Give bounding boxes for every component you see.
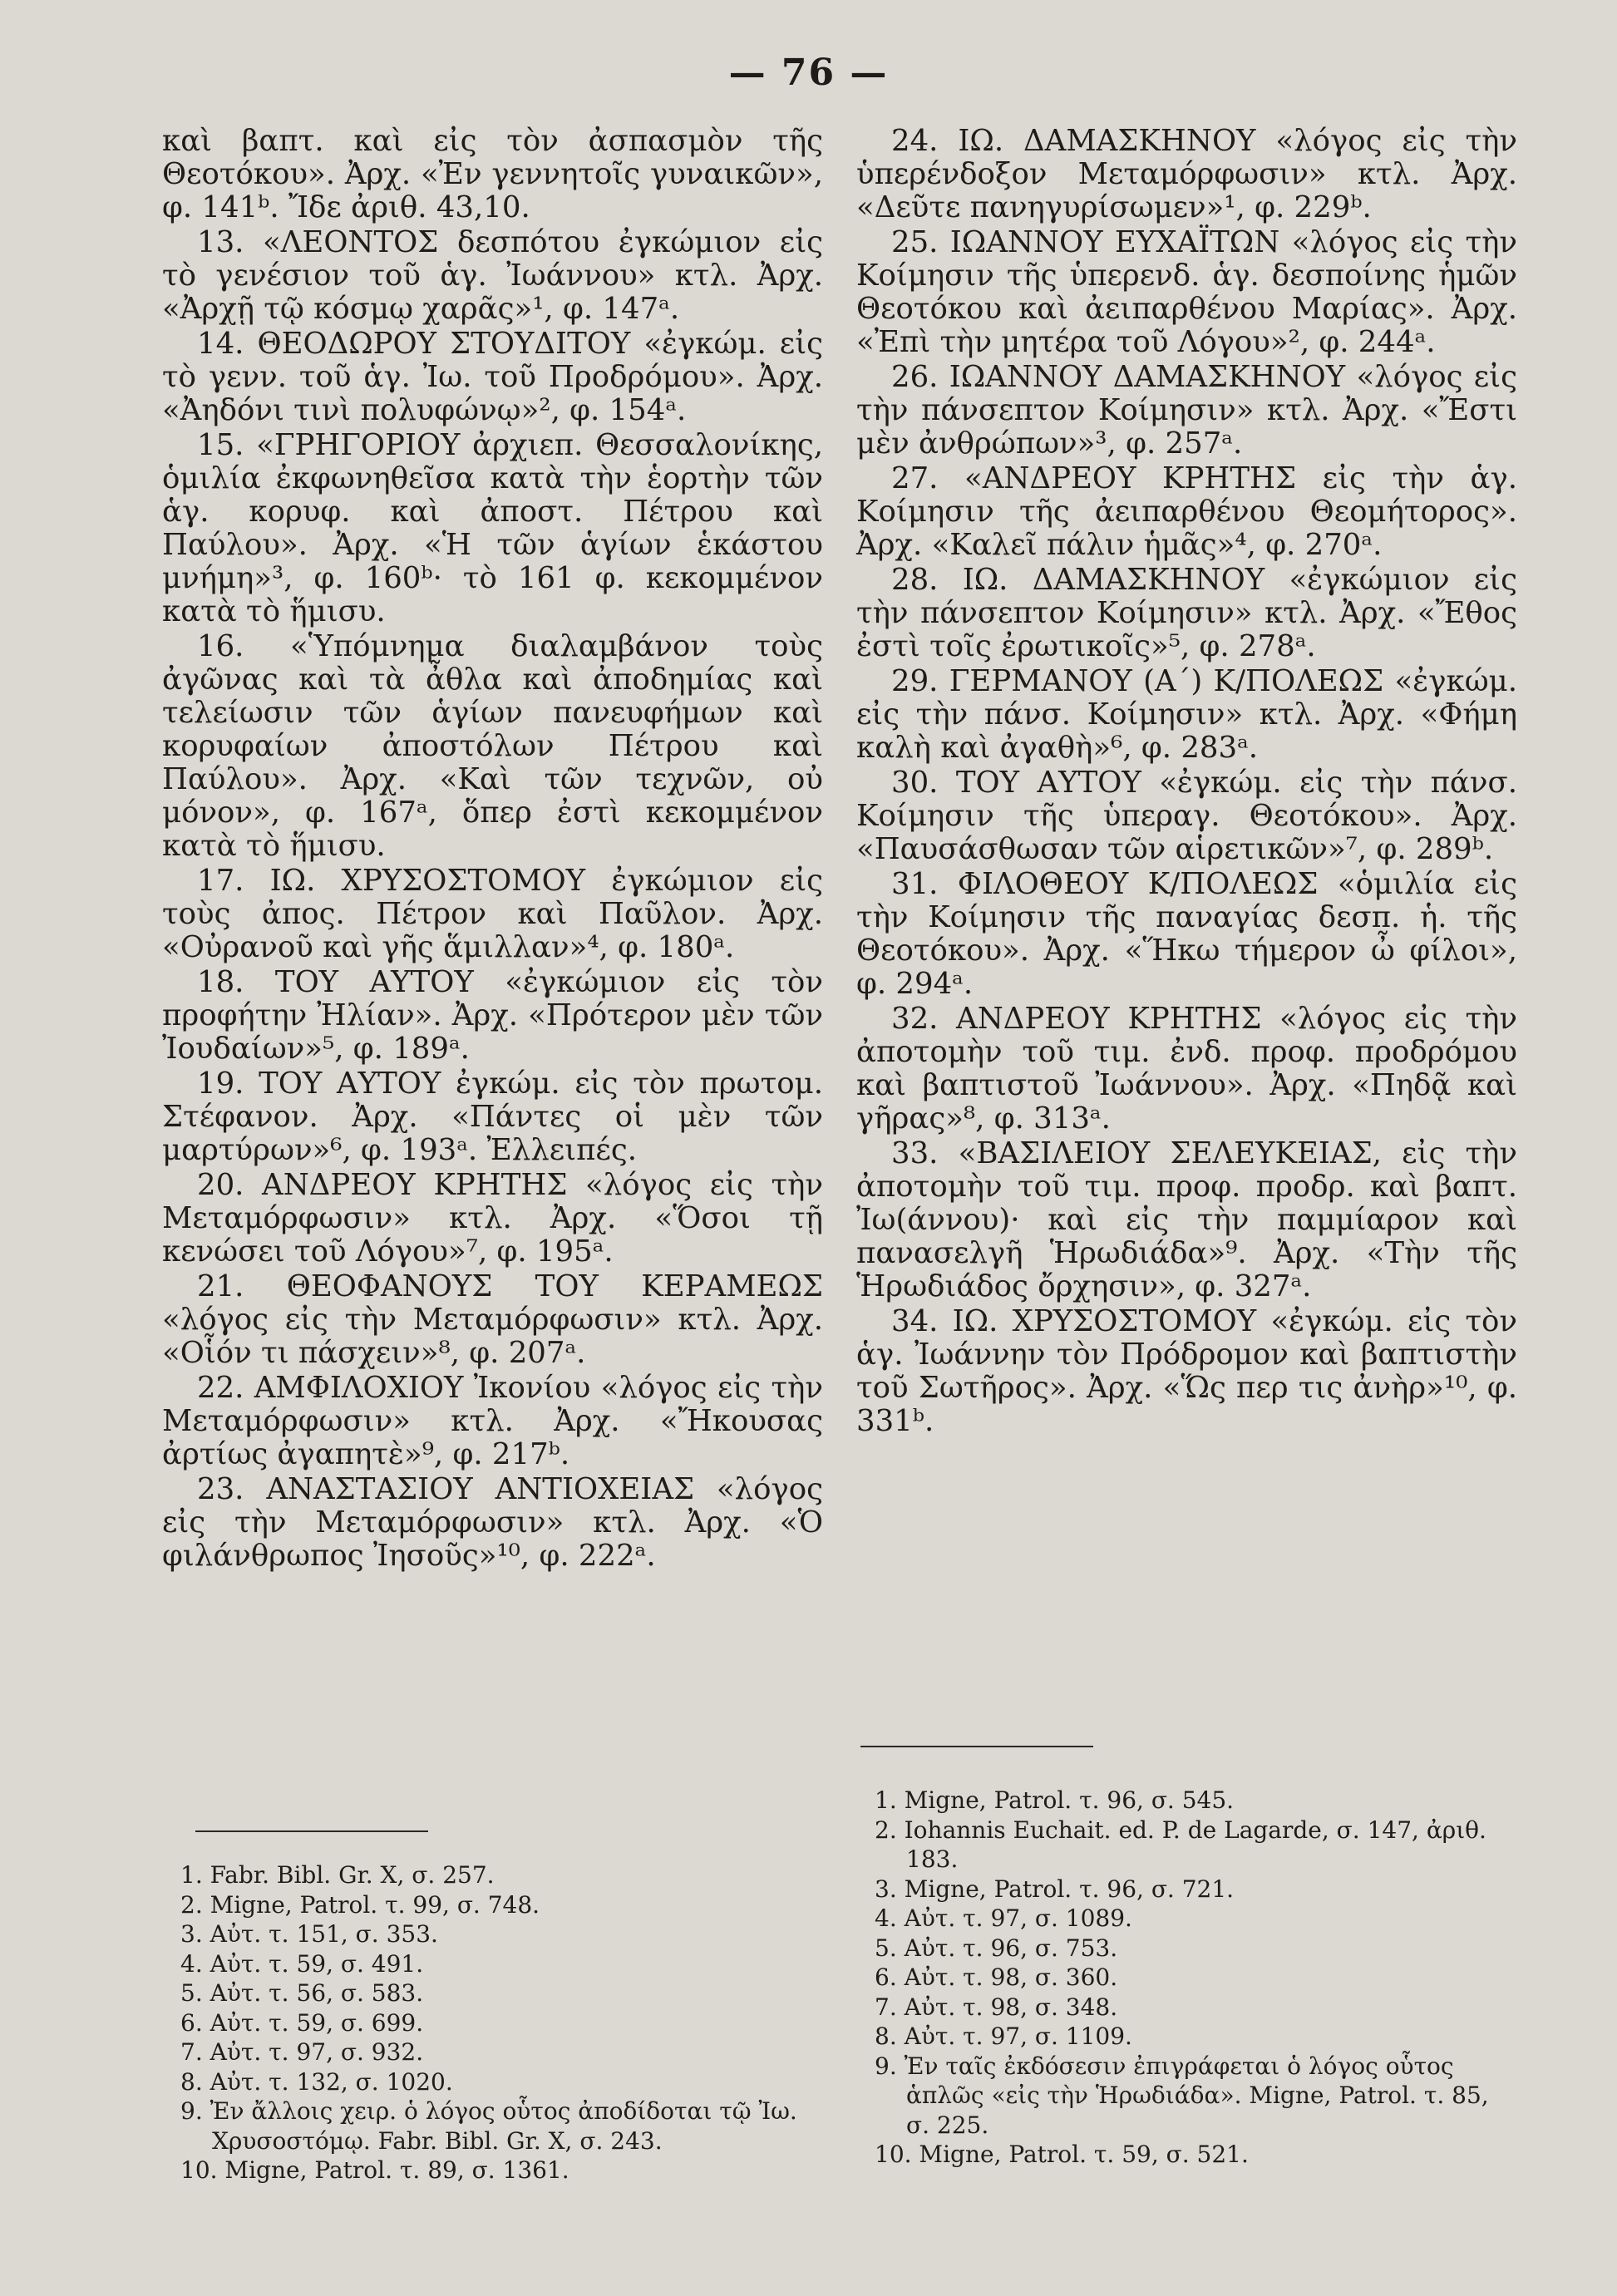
catalog-entry: 13. «ΛΕΟΝΤΟΣ δεσπότου ἐγκώμιον εἰς τὸ γενέσιον τοῦ ἁγ. Ἰωάννου» κτλ. Ἀρχ. «Ἀρχῇ τῷ κόσμῳ χαρᾶς»¹, φ. 147ᵃ. [162,225,823,326]
footnote: 8. Αὐτ. τ. 132, σ. 1020. [180,2067,453,2096]
footnote: 4. Αὐτ. τ. 97, σ. 1089. [875,1904,1132,1932]
catalog-entry: 17. ΙΩ. ΧΡΥΣΟΣΤΟΜΟΥ ἐγκώμιον εἰς τοὺς ἀπος. Πέτρον καὶ Παῦλον. Ἀρχ. «Οὐρανοῦ καὶ γῆς ἅμιλλαν»⁴, φ. 180ᵃ. [162,864,823,964]
footnote: 6. Αὐτ. τ. 98, σ. 360. [875,1963,1118,1991]
right-footnotes [856,1786,1517,2170]
footnote: 9. Ἐν ταῖς ἐκδόσεσιν ἐπιγράφεται ὁ λόγος οὗτος ἁπλῶς «εἰς τὴν Ἡρωδιάδα». Migne, Patrol. τ. 85, σ. 225. [875,2052,1489,2139]
catalog-entry: 31. ΦΙΛΟΘΕΟΥ Κ/ΠΟΛΕΩΣ «ὁμιλία εἰς τὴν Κοίμησιν τῆς παναγίας δεσπ. ἡ. τῆς Θεοτόκου». Ἀρχ. «Ἥκω τήμερον ὦ φίλοι», φ. 294ᵃ. [856,867,1517,1001]
footnote-divider [860,1746,1093,1747]
catalog-entry: καὶ βαπτ. καὶ εἰς τὸν ἀσπασμὸν τῆς Θεοτόκου». Ἀρχ. «Ἐν γεννητοῖς γυναικῶν», φ. 141ᵇ. Ἴδε ἀριθ. 43,10. [162,124,823,224]
left-footnotes [162,1860,811,2185]
catalog-entry: 22. ΑΜΦΙΛΟΧΙΟΥ Ἰκονίου «λόγος εἰς τὴν Μεταμόρφωσιν» κτλ. Ἀρχ. «Ἤκουσας ἀρτίως ἀγαπητὲ»⁹, φ. 217ᵇ. [162,1371,823,1471]
footnote: 5. Αὐτ. τ. 96, σ. 753. [875,1934,1118,1962]
right-column [856,125,1517,1440]
footnote: 5. Αὐτ. τ. 56, σ. 583. [180,1979,424,2007]
footnote: 3. Αὐτ. τ. 151, σ. 353. [180,1920,438,1948]
page-number: — 76 — [728,52,889,94]
catalog-entry: 19. ΤΟΥ ΑΥΤΟΥ ἐγκώμ. εἰς τὸν πρωτομ. Στέφανον. Ἀρχ. «Πάντες οἱ μὲν τῶν μαρτύρων»⁶, φ. 193ᵃ. Ἐλλειπές. [162,1067,823,1167]
footnote: 10. Migne, Patrol. τ. 89, σ. 1361. [180,2156,569,2184]
catalog-entry: 30. ΤΟΥ ΑΥΤΟΥ «ἐγκώμ. εἰς τὴν πάνσ. Κοίμησιν τῆς ὑπεραγ. Θεοτόκου». Ἀρχ. «Παυσάσθωσαν τῶν αἱρετικῶν»⁷, φ. 289ᵇ. [856,766,1517,866]
left-column [162,125,823,1574]
footnote-divider [195,1830,428,1832]
footnote: 2. Migne, Patrol. τ. 99, σ. 748. [180,1890,540,1919]
footnote: 8. Αὐτ. τ. 97, σ. 1109. [875,2023,1132,2050]
catalog-entry: 28. ΙΩ. ΔΑΜΑΣΚΗΝΟΥ «ἐγκώμιον εἰς τὴν πάνσεπτον Κοίμησιν» κτλ. Ἀρχ. «Ἔθος ἐστὶ τοῖς ἐρωτικοῖς»⁵, φ. 278ᵃ. [856,563,1517,663]
catalog-entry: 23. ΑΝΑΣΤΑΣΙΟΥ ΑΝΤΙΟΧΕΙΑΣ «λόγος εἰς τὴν Μεταμόρφωσιν» κτλ. Ἀρχ. «Ὁ φιλάνθρωπος Ἰησοῦς»¹⁰, φ. 222ᵃ. [162,1472,823,1573]
footnote: 1. Fabr. Bibl. Gr. X, σ. 257. [180,1861,495,1889]
catalog-entry: 15. «ΓΡΗΓΟΡΙΟΥ ἀρχιεπ. Θεσσαλονίκης, ὁμιλία ἐκφωνηθεῖσα κατὰ τὴν ἑορτὴν τῶν ἁγ. κορυφ. καὶ ἀποστ. Πέτρου καὶ Παύλου». Ἀρχ. «Ἡ τῶν ἁγίων ἑκάστου μνήμη»³, φ. 160ᵇ· τὸ 161 φ. κεκομμένον κατὰ τὸ ἥμισυ. [162,428,823,628]
catalog-entry: 20. ΑΝΔΡΕΟΥ ΚΡΗΤΗΣ «λόγος εἰς τὴν Μεταμόρφωσιν» κτλ. Ἀρχ. «Ὅσοι τῇ κενώσει τοῦ Λόγου»⁷, φ. 195ᵃ. [162,1168,823,1269]
footnote: 10. Migne, Patrol. τ. 59, σ. 521. [875,2141,1249,2168]
catalog-entry: 33. «ΒΑΣΙΛΕΙΟΥ ΣΕΛΕΥΚΕΙΑΣ, εἰς τὴν ἀποτομὴν τοῦ τιμ. προφ. προδρ. καὶ βαπτ. Ἰω(άννου)· καὶ εἰς τὴν παμμίαρον καὶ πανασελγῆ Ἡρωδιάδα»⁹. Ἀρχ. «Τὴν τῆς Ἡρωδιάδος ὄρχησιν», φ. 327ᵃ. [856,1136,1517,1303]
catalog-entry: 21. ΘΕΟΦΑΝΟΥΣ ΤΟΥ ΚΕΡΑΜΕΩΣ «λόγος εἰς τὴν Μεταμόρφωσιν» κτλ. Ἀρχ. «Οἷόν τι πάσχειν»⁸, φ. 207ᵃ. [162,1269,823,1370]
catalog-entry: 29. ΓΕΡΜΑΝΟΥ (Α΄) Κ/ΠΟΛΕΩΣ «ἐγκώμ. εἰς τὴν πάνσ. Κοίμησιν» κτλ. Ἀρχ. «Φήμη καλὴ καὶ ἀγαθὴ»⁶, φ. 283ᵃ. [856,664,1517,765]
footnote: 9. Ἐν ἄλλοις χειρ. ὁ λόγος οὗτος ἀποδίδοται τῷ Ἰω. Χρυσοστόμῳ. Fabr. Bibl. Gr. X, σ. 243. [180,2097,797,2155]
footnote: 7. Αὐτ. τ. 97, σ. 932. [180,2038,424,2066]
catalog-entry: 25. ΙΩΑΝΝΟΥ ΕΥΧΑΪΤΩΝ «λόγος εἰς τὴν Κοίμησιν τῆς ὑπερενδ. ἁγ. δεσποίνης ἡμῶν Θεοτόκου καὶ ἀειπαρθένου Μαρίας». Ἀρχ. «Ἐπὶ τὴν μητέρα τοῦ Λόγου»², φ. 244ᵃ. [856,225,1517,359]
footnote: 1. Migne, Patrol. τ. 96, σ. 545. [875,1786,1235,1814]
catalog-entry: 18. ΤΟΥ ΑΥΤΟΥ «ἐγκώμιον εἰς τὸν προφήτην Ἠλίαν». Ἀρχ. «Πρότερον μὲν τῶν Ἰουδαίων»⁵, φ. 189ᵃ. [162,965,823,1066]
catalog-entry: 24. ΙΩ. ΔΑΜΑΣΚΗΝΟΥ «λόγος εἰς τὴν ὑπερένδοξον Μεταμόρφωσιν» κτλ. Ἀρχ. «Δεῦτε πανηγυρίσωμεν»¹, φ. 229ᵇ. [856,124,1517,224]
footnote: 6. Αὐτ. τ. 59, σ. 699. [180,2008,424,2037]
catalog-entry: 34. ΙΩ. ΧΡΥΣΟΣΤΟΜΟΥ «ἐγκώμ. εἰς τὸν ἁγ. Ἰωάννην τὸν Πρόδρομον καὶ βαπτιστὴν τοῦ Σωτῆρος». Ἀρχ. «Ὥς περ τις ἀνὴρ»¹⁰, φ. 331ᵇ. [856,1304,1517,1438]
catalog-entry: 32. ΑΝΔΡΕΟΥ ΚΡΗΤΗΣ «λόγος εἰς τὴν ἀποτομὴν τοῦ τιμ. ἐνδ. προφ. προδρόμου καὶ βαπτιστοῦ Ἰωάννου». Ἀρχ. «Πηδᾷ καὶ γῆρας»⁸, φ. 313ᵃ. [856,1002,1517,1136]
footnote: 7. Αὐτ. τ. 98, σ. 348. [875,1993,1118,2021]
catalog-entry: 14. ΘΕΟΔΩΡΟΥ ΣΤΟΥΔΙΤΟΥ «ἐγκώμ. εἰς τὸ γενν. τοῦ ἁγ. Ἰω. τοῦ Προδρόμου». Ἀρχ. «Ἀηδόνι τινὶ πολυφώνῳ»², φ. 154ᵃ. [162,327,823,427]
catalog-entry: 27. «ΑΝΔΡΕΟΥ ΚΡΗΤΗΣ εἰς τὴν ἁγ. Κοίμησιν τῆς ἀειπαρθένου Θεομήτορος». Ἀρχ. «Καλεῖ πάλιν ἡμᾶς»⁴, φ. 270ᵃ. [856,461,1517,562]
footnote: 2. Iohannis Euchait. ed. P. de Lagarde, σ. 147, ἀριθ. 183. [875,1816,1486,1873]
footnote: 4. Αὐτ. τ. 59, σ. 491. [180,1949,424,1978]
catalog-entry: 26. ΙΩΑΝΝΟΥ ΔΑΜΑΣΚΗΝΟΥ «λόγος εἰς τὴν πάνσεπτον Κοίμησιν» κτλ. Ἀρχ. «Ἔστι μὲν ἀνθρώπων»³, φ. 257ᵃ. [856,360,1517,461]
catalog-entry: 16. «Ὑπόμνημα διαλαμβάνον τοὺς ἀγῶνας καὶ τὰ ἆθλα καὶ ἀποδημίας καὶ τελείωσιν τῶν ἁγίων πανευφήμων καὶ κορυφαίων ἀποστόλων Πέτρου καὶ Παύλου». Ἀρχ. «Καὶ τῶν τεχνῶν, οὐ μόνον», φ. 167ᵃ, ὅπερ ἐστὶ κεκομμένον κατὰ τὸ ἥμισυ. [162,629,823,863]
footnote: 3. Migne, Patrol. τ. 96, σ. 721. [875,1875,1235,1903]
